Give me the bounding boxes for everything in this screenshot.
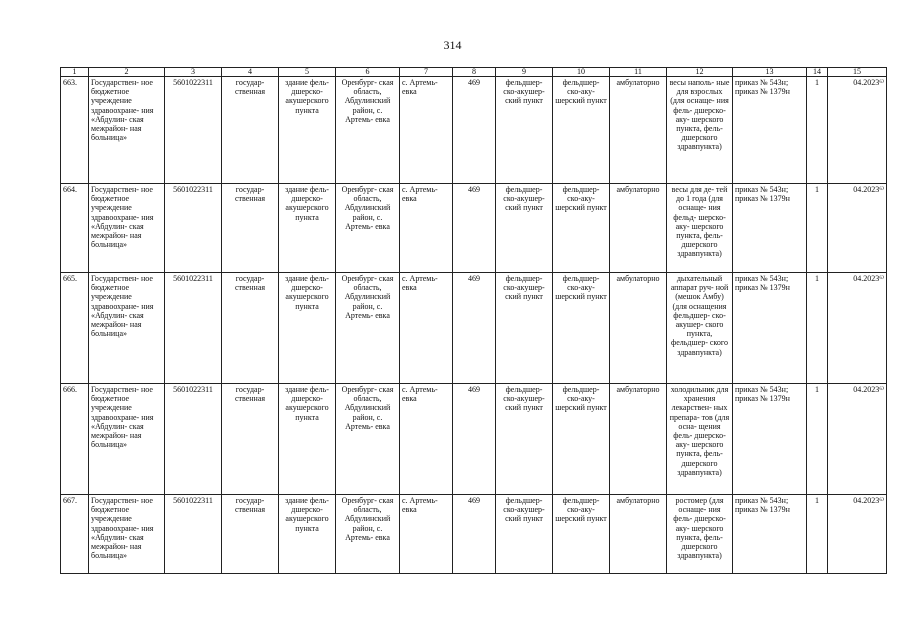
table-row bbox=[61, 273, 887, 384]
column-header: 6 bbox=[336, 68, 400, 77]
orders-cell: приказ № 543н; приказ № 1379н bbox=[733, 495, 807, 574]
unit-type-cell: фельдшер- ско-акушер- ский пункт bbox=[496, 384, 553, 495]
care-cell: амбулаторно bbox=[610, 77, 667, 184]
column-header: 13 bbox=[733, 68, 807, 77]
address-cell: Оренбург- ская область, Абдулинский район, с. Артемь- евка bbox=[336, 495, 400, 574]
address-cell: Оренбург- ская область, Абдулинский район, с. Артемь- евка bbox=[336, 77, 400, 184]
column-header: 2 bbox=[89, 68, 165, 77]
building-cell: здание фель- дшерско- акушерского пункта bbox=[279, 273, 336, 384]
organization-cell: Государствен- ное бюджетное учреждение здравоохране- ния «Абдулин- ская межрайон- ная больница» bbox=[89, 495, 165, 574]
code-cell: 469 bbox=[453, 495, 496, 574]
equipment-cell: весы для де- тей до 1 года (для оснаще- ния фельд- шерско-аку- шерского пункта, фель- дшерского здравпункта) bbox=[667, 184, 733, 273]
row-number: 666. bbox=[61, 384, 89, 495]
inn-cell: 5601022311 bbox=[165, 384, 222, 495]
row-number: 664. bbox=[61, 184, 89, 273]
building-cell: здание фель- дшерско- акушерского пункта bbox=[279, 495, 336, 574]
ownership-cell: государ- ственная bbox=[222, 184, 279, 273]
address-cell: Оренбург- ская область, Абдулинский район, с. Артемь- евка bbox=[336, 384, 400, 495]
unit-cell: фельдшер- ско-аку- шерский пункт bbox=[553, 184, 610, 273]
code-cell: 469 bbox=[453, 184, 496, 273]
column-header: 7 bbox=[400, 68, 453, 77]
quantity-cell: 1 bbox=[807, 184, 828, 273]
equipment-cell: ростомер (для оснаще- ния фель- дшерско-аку- шерского пункта, фель- дшерского здравпункта) bbox=[667, 495, 733, 574]
inn-cell: 5601022311 bbox=[165, 77, 222, 184]
organization-cell: Государствен- ное бюджетное учреждение здравоохране- ния «Абдулин- ская межрайон- ная больница» bbox=[89, 184, 165, 273]
unit-cell: фельдшер- ско-аку- шерский пункт bbox=[553, 77, 610, 184]
unit-type-cell: фельдшер- ско-акушер- ский пункт bbox=[496, 495, 553, 574]
page-number: 314 bbox=[443, 38, 462, 52]
unit-type-cell: фельдшер- ско-акушер- ский пункт bbox=[496, 273, 553, 384]
table-row bbox=[61, 77, 887, 184]
table-row bbox=[61, 384, 887, 495]
row-number: 667. bbox=[61, 495, 89, 574]
column-header: 14 bbox=[807, 68, 828, 77]
orders-cell: приказ № 543н; приказ № 1379н bbox=[733, 384, 807, 495]
inn-cell: 5601022311 bbox=[165, 184, 222, 273]
column-header: 12 bbox=[667, 68, 733, 77]
ownership-cell: государ- ственная bbox=[222, 77, 279, 184]
building-cell: здание фель- дшерско- акушерского пункта bbox=[279, 77, 336, 184]
ownership-cell: государ- ственная bbox=[222, 495, 279, 574]
organization-cell: Государствен- ное бюджетное учреждение здравоохране- ния «Абдулин- ская межрайон- ная больница» bbox=[89, 273, 165, 384]
date-cell: 04.2023⁶⁾ bbox=[828, 273, 887, 384]
organization-cell: Государствен- ное бюджетное учреждение здравоохране- ния «Абдулин- ская межрайон- ная больница» bbox=[89, 384, 165, 495]
locality-cell: с. Артемь- евка bbox=[400, 273, 453, 384]
column-header: 5 bbox=[279, 68, 336, 77]
equipment-cell: холодильник для хранения лекарствен- ных препара- тов (для осна- щения фель- дшерско-аку- шерского пункта, фель- дшерского здравпункта) bbox=[667, 384, 733, 495]
column-header: 8 bbox=[453, 68, 496, 77]
column-header: 3 bbox=[165, 68, 222, 77]
column-header: 4 bbox=[222, 68, 279, 77]
locality-cell: с. Артемь- евка bbox=[400, 184, 453, 273]
unit-cell: фельдшер- ско-аку- шерский пункт bbox=[553, 495, 610, 574]
register-table bbox=[60, 67, 887, 574]
unit-type-cell: фельдшер- ско-акушер- ский пункт bbox=[496, 184, 553, 273]
date-cell: 04.2023⁶⁾ bbox=[828, 77, 887, 184]
code-cell: 469 bbox=[453, 77, 496, 184]
locality-cell: с. Артемь- евка bbox=[400, 384, 453, 495]
header-row bbox=[61, 68, 887, 77]
date-cell: 04.2023⁶⁾ bbox=[828, 384, 887, 495]
ownership-cell: государ- ственная bbox=[222, 273, 279, 384]
column-header: 15 bbox=[828, 68, 887, 77]
unit-cell: фельдшер- ско-аку- шерский пункт bbox=[553, 384, 610, 495]
locality-cell: с. Артемь- евка bbox=[400, 495, 453, 574]
care-cell: амбулаторно bbox=[610, 273, 667, 384]
locality-cell: с. Артемь- евка bbox=[400, 77, 453, 184]
table-row bbox=[61, 184, 887, 273]
quantity-cell: 1 bbox=[807, 384, 828, 495]
code-cell: 469 bbox=[453, 384, 496, 495]
orders-cell: приказ № 543н; приказ № 1379н bbox=[733, 273, 807, 384]
column-header: 11 bbox=[610, 68, 667, 77]
inn-cell: 5601022311 bbox=[165, 495, 222, 574]
orders-cell: приказ № 543н; приказ № 1379н bbox=[733, 184, 807, 273]
column-header: 9 bbox=[496, 68, 553, 77]
row-number: 665. bbox=[61, 273, 89, 384]
care-cell: амбулаторно bbox=[610, 495, 667, 574]
quantity-cell: 1 bbox=[807, 495, 828, 574]
address-cell: Оренбург- ская область, Абдулинский район, с. Артемь- евка bbox=[336, 273, 400, 384]
column-header: 1 bbox=[61, 68, 89, 77]
unit-type-cell: фельдшер- ско-акушер- ский пункт bbox=[496, 77, 553, 184]
care-cell: амбулаторно bbox=[610, 184, 667, 273]
row-number: 663. bbox=[61, 77, 89, 184]
orders-cell: приказ № 543н; приказ № 1379н bbox=[733, 77, 807, 184]
building-cell: здание фель- дшерско- акушерского пункта bbox=[279, 384, 336, 495]
organization-cell: Государствен- ное бюджетное учреждение здравоохране- ния «Абдулин- ская межрайон- ная больница» bbox=[89, 77, 165, 184]
table-row bbox=[61, 495, 887, 574]
building-cell: здание фель- дшерско- акушерского пункта bbox=[279, 184, 336, 273]
date-cell: 04.2023⁶⁾ bbox=[828, 495, 887, 574]
code-cell: 469 bbox=[453, 273, 496, 384]
column-header: 10 bbox=[553, 68, 610, 77]
equipment-cell: дыхательный аппарат руч- ной (мешок Амбу) (для оснащения фельдшер- ско-акушер- ского пункта, фельдшер- ского здравпункта) bbox=[667, 273, 733, 384]
address-cell: Оренбург- ская область, Абдулинский район, с. Артемь- евка bbox=[336, 184, 400, 273]
date-cell: 04.2023⁶⁾ bbox=[828, 184, 887, 273]
quantity-cell: 1 bbox=[807, 77, 828, 184]
unit-cell: фельдшер- ско-аку- шерский пункт bbox=[553, 273, 610, 384]
care-cell: амбулаторно bbox=[610, 384, 667, 495]
equipment-cell: весы наполь- ные для взрослых (для оснаще- ния фель- дшерско-аку- шерского пункта, фель- дшерского здравпункта) bbox=[667, 77, 733, 184]
quantity-cell: 1 bbox=[807, 273, 828, 384]
ownership-cell: государ- ственная bbox=[222, 384, 279, 495]
inn-cell: 5601022311 bbox=[165, 273, 222, 384]
